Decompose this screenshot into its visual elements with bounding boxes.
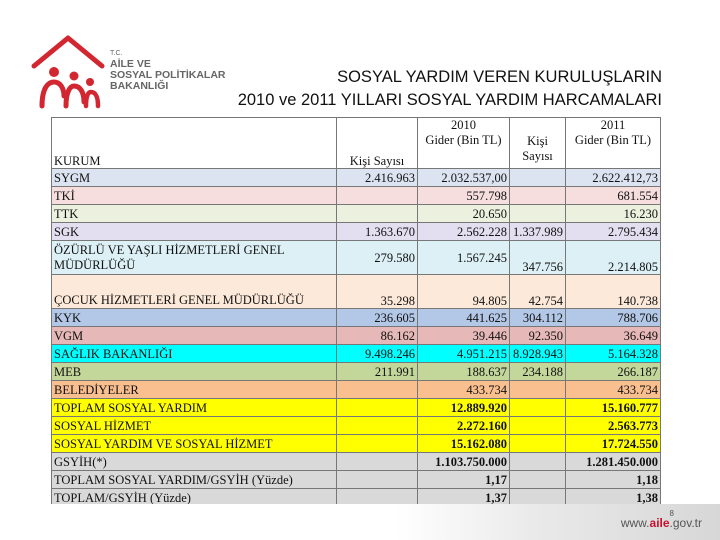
- cell-gider-2011: 16.230: [566, 205, 661, 223]
- header-kisi-2010: [337, 118, 418, 169]
- table-body: [52, 118, 661, 507]
- header-gider-2010-label: Gider (Bin TL): [425, 133, 502, 147]
- cell-gider-2011: 36.649: [566, 327, 661, 345]
- header-kisi-2010-label: Kişi Sayısı: [349, 154, 405, 168]
- cell-kisi-2011: [510, 417, 566, 435]
- cell-gider-2010: 15.162.080: [418, 435, 510, 453]
- cell-kisi-2011: [510, 471, 566, 489]
- ministry-logo: [28, 32, 228, 122]
- cell-gider-2010: 20.650: [418, 205, 510, 223]
- title-line-2: 2010 ve 2011 YILLARI SOSYAL YARDIM HARCAMALARI: [237, 91, 662, 109]
- table-row: [52, 417, 661, 435]
- table-row: [52, 399, 661, 417]
- cell-gider-2011: 681.554: [566, 187, 661, 205]
- year-2010: 2010: [451, 118, 476, 132]
- cell-kisi-2010: 211.991: [337, 363, 418, 381]
- logo-line-tc: T.C.: [110, 50, 123, 57]
- header-kisi-2011: [510, 118, 566, 169]
- cell-kisi-2010: [337, 399, 418, 417]
- cell-gider-2011: 2.563.773: [566, 417, 661, 435]
- cell-gider-2010: 433.734: [418, 381, 510, 399]
- cell-gider-2011: 433.734: [566, 381, 661, 399]
- header-gider-2010: [418, 118, 510, 169]
- cell-kisi-2010: [337, 453, 418, 471]
- cell-gider-2010: 1,17: [418, 471, 510, 489]
- cell-kurum: TOPLAM SOSYAL YARDIM/GSYİH (Yüzde): [52, 471, 337, 489]
- cell-gider-2011: 1,18: [566, 471, 661, 489]
- cell-gider-2010: 1.567.245: [418, 241, 510, 275]
- cell-kurum: MEB: [52, 363, 337, 381]
- cell-kisi-2010: 1.363.670: [337, 223, 418, 241]
- cell-kisi-2010: [337, 471, 418, 489]
- cell-kurum: SYGM: [52, 169, 337, 187]
- cell-kurum: KYK: [52, 309, 337, 327]
- cell-kisi-2010: 236.605: [337, 309, 418, 327]
- cell-gider-2010: 188.637: [418, 363, 510, 381]
- header-gider-2011-label: Gider (Bin TL): [574, 133, 652, 147]
- logo-text: [110, 48, 226, 92]
- cell-kurum: TOPLAM SOSYAL YARDIM: [52, 399, 337, 417]
- table-row: [52, 435, 661, 453]
- table-row: [52, 223, 661, 241]
- table-row: [52, 275, 661, 309]
- cell-gider-2011: 788.706: [566, 309, 661, 327]
- table-row: [52, 187, 661, 205]
- table-row: [52, 309, 661, 327]
- cell-kurum: SAĞLIK BAKANLIĞI: [52, 345, 337, 363]
- cell-kisi-2011: 92.350: [510, 327, 566, 345]
- cell-gider-2010: 12.889.920: [418, 399, 510, 417]
- cell-kurum: SOSYAL HİZMET: [52, 417, 337, 435]
- cell-gider-2011: 1.281.450.000: [566, 453, 661, 471]
- cell-kisi-2010: 279.580: [337, 241, 418, 275]
- cell-gider-2010: 1.103.750.000: [418, 453, 510, 471]
- cell-kisi-2011: [510, 169, 566, 187]
- cell-gider-2011: 266.187: [566, 363, 661, 381]
- year-2011: 2011: [600, 118, 626, 132]
- cell-kisi-2011: [510, 435, 566, 453]
- cell-kisi-2011: [510, 453, 566, 471]
- cell-kurum: TOPLAM/GSYİH (Yüzde): [52, 489, 337, 507]
- footer-url-pre: www.: [620, 516, 650, 530]
- title-line-1: SOSYAL YARDIM VEREN KURULUŞLARIN: [337, 68, 662, 86]
- header-kisi-2011-label: Kişi Sayısı: [522, 134, 553, 163]
- table-row: [52, 471, 661, 489]
- cell-gider-2011: 15.160.777: [566, 399, 661, 417]
- cell-kisi-2011: 347.756: [510, 241, 566, 275]
- header-kurum: KURUM: [52, 118, 337, 169]
- logo-line-3: BAKANLIĞI: [110, 80, 169, 92]
- page-title: [238, 66, 662, 112]
- cell-kisi-2011: 8.928.943: [510, 345, 566, 363]
- page-number: 8: [669, 509, 674, 518]
- logo-line-2: SOSYAL POLİTİKALAR: [110, 69, 226, 81]
- cell-gider-2010: 2.562.228: [418, 223, 510, 241]
- cell-gider-2011: 2.214.805: [566, 241, 661, 275]
- table-row: [52, 327, 661, 345]
- cell-gider-2011: 2.795.434: [566, 223, 661, 241]
- table-row: [52, 205, 661, 223]
- cell-kisi-2010: [337, 381, 418, 399]
- cell-kisi-2010: 2.416.963: [337, 169, 418, 187]
- cell-gider-2011: 2.622.412,73: [566, 169, 661, 187]
- cell-kisi-2010: [337, 435, 418, 453]
- cell-kisi-2011: 304.112: [510, 309, 566, 327]
- cell-gider-2010: 94.805: [418, 275, 510, 309]
- cell-gider-2010: 39.446: [418, 327, 510, 345]
- cell-kurum: ÖZÜRLÜ VE YAŞLI HİZMETLERİ GENEL MÜDÜRLÜĞÜ: [52, 241, 337, 275]
- cell-kurum: BELEDİYELER: [52, 381, 337, 399]
- cell-kisi-2010: 86.162: [337, 327, 418, 345]
- cell-gider-2010: 1,37: [418, 489, 510, 507]
- footer-bar: [0, 504, 720, 540]
- cell-kisi-2011: 1.337.989: [510, 223, 566, 241]
- cell-gider-2011: 17.724.550: [566, 435, 661, 453]
- cell-gider-2011: 140.738: [566, 275, 661, 309]
- cell-kurum: TTK: [52, 205, 337, 223]
- cell-kurum: SOSYAL YARDIM VE SOSYAL HİZMET: [52, 435, 337, 453]
- cell-kurum: SGK: [52, 223, 337, 241]
- family-house-icon: [28, 32, 114, 112]
- cell-gider-2010: 2.032.537,00: [418, 169, 510, 187]
- expenditure-table: [51, 117, 661, 507]
- logo-line-1: AİLE VE: [110, 58, 151, 70]
- cell-kisi-2010: 9.498.246: [337, 345, 418, 363]
- cell-gider-2010: 2.272.160: [418, 417, 510, 435]
- header-row: [52, 118, 661, 169]
- cell-kisi-2010: [337, 417, 418, 435]
- cell-kurum: GSYİH(*): [52, 453, 337, 471]
- footer-url-brand: aile: [649, 516, 670, 530]
- cell-kisi-2011: [510, 399, 566, 417]
- cell-kisi-2011: [510, 187, 566, 205]
- table-row: [52, 345, 661, 363]
- cell-kisi-2010: [337, 205, 418, 223]
- table-row: [52, 363, 661, 381]
- table-row: [52, 453, 661, 471]
- cell-kisi-2010: 35.298: [337, 275, 418, 309]
- cell-gider-2010: 4.951.215: [418, 345, 510, 363]
- table-row: [52, 169, 661, 187]
- cell-kisi-2011: 42.754: [510, 275, 566, 309]
- cell-kurum: TKİ: [52, 187, 337, 205]
- cell-kurum: ÇOCUK HİZMETLERİ GENEL MÜDÜRLÜĞÜ: [52, 275, 337, 309]
- cell-kisi-2011: [510, 381, 566, 399]
- cell-kisi-2011: [510, 205, 566, 223]
- footer-url[interactable]: [621, 516, 702, 530]
- cell-gider-2011: 5.164.328: [566, 345, 661, 363]
- cell-kurum: VGM: [52, 327, 337, 345]
- cell-gider-2010: 441.625: [418, 309, 510, 327]
- header-gider-2011: [566, 118, 661, 169]
- cell-gider-2011: 1,38: [566, 489, 661, 507]
- table-row: [52, 381, 661, 399]
- cell-kisi-2011: 234.188: [510, 363, 566, 381]
- cell-gider-2010: 557.798: [418, 187, 510, 205]
- table-row: [52, 241, 661, 275]
- footer-url-post: .gov.tr: [669, 516, 702, 530]
- cell-kisi-2010: [337, 187, 418, 205]
